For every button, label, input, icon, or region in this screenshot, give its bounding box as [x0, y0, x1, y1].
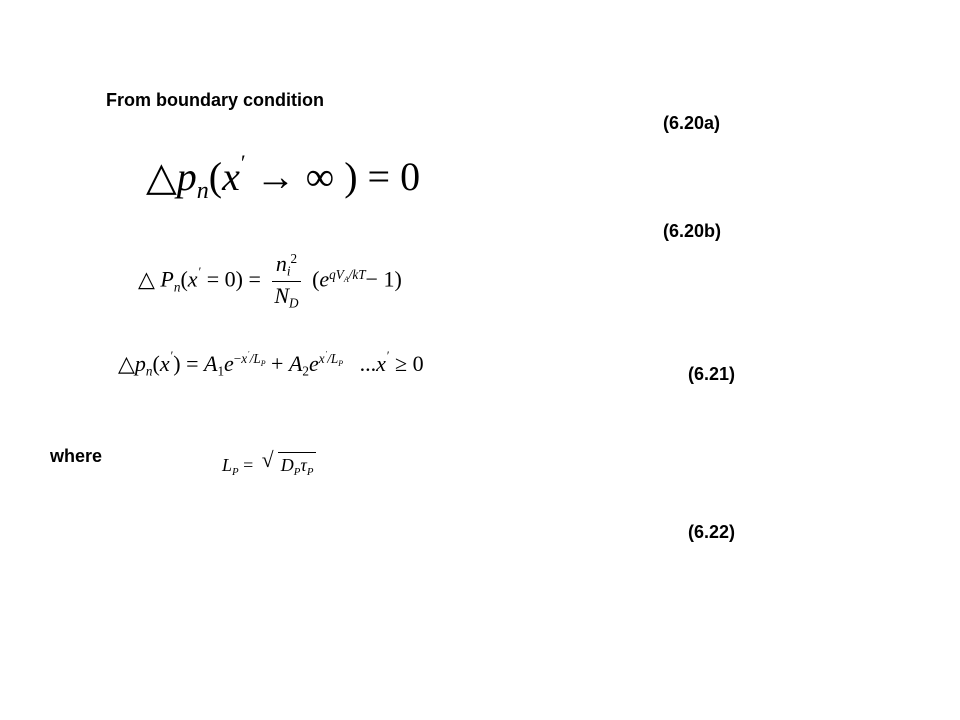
equation-number-6-20a: (6.20a): [663, 113, 721, 133]
square-root: √ $D_P\tau_P$: [262, 452, 317, 478]
equation-6-21: $\triangle p_n(x') = A_1e^{-x'/L_P} + A_2e^{x'/L_P}$ ...x′ ≥ 0: [118, 349, 424, 379]
equation-number-6-20b: (6.20b): [663, 221, 722, 241]
equation-number-6-22: (6.22): [688, 522, 736, 542]
fraction-ni-nd: $\frac{n_i^2}{N_D}$: [270, 252, 302, 311]
equation-number-6-21: (6.21): [688, 364, 736, 384]
equation-6-20a: $\triangle p_n(x'$ → ∞ ) = 0: [146, 150, 421, 205]
equation-6-20b: △ $P_n(x' = 0)$ = $\frac{n_i^2}{N_D}$ $(e^{qV_A/kT}- 1)$: [138, 251, 402, 311]
equation-6-22: $L_P$ = √ $D_P\tau_P$: [222, 452, 316, 478]
where-text: where: [50, 446, 103, 466]
intro-text: From boundary condition: [106, 90, 324, 110]
